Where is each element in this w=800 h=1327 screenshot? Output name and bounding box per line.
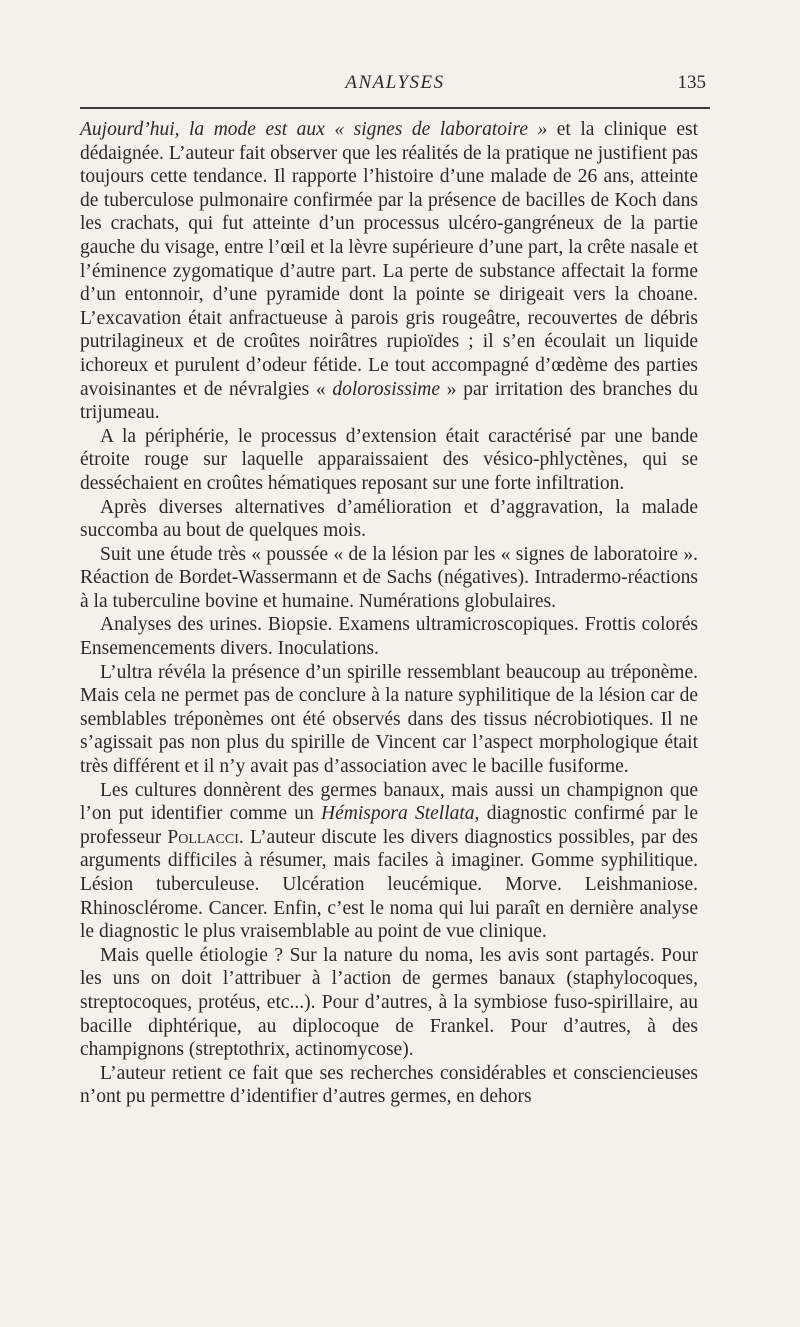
text-segment: Suit une étude très « poussée « de la lésion par les « signes de laboratoire ». Réaction de Bordet-Wassermann et de Sachs (négatives). Intradermo-réactions à la tuberculine bovine et humaine. Numérations globulaires. xyxy=(80,543,698,612)
text-segment: Les cultures donnèrent des germes banaux, mais aussi un champignon que l’on put identifier comme un xyxy=(80,779,698,825)
text-segment: Mais quelle étiologie ? Sur la nature du noma, les avis sont partagés. Pour les uns on doit l’attribuer à l’action de germes banaux (staphylocoques, streptocoques, protéus, etc...). Pour d’autres, à la symbiose fuso-spirillaire, au bacille diphtérique, au diplocoque de Frankel. Pour d’autres, à des champignons (streptothrix, actinomycose). xyxy=(80,944,698,1061)
body-text xyxy=(80,118,698,1109)
text-segment: L’auteur retient ce fait que ses recherches considérables et consciencieuses n’ont pu permettre d’identifier d’autres germes, en dehors xyxy=(80,1062,698,1108)
paragraph xyxy=(80,944,698,1062)
header-rule xyxy=(80,107,710,109)
text-segment: L’ultra révéla la présence d’un spirille ressemblant beaucoup au tréponème. Mais cela ne permet pas de conclure à la nature syphilitique de la lésion car de semblables tréponèmes ont été observés dans des tissus nécrobiotiques. Il ne s’agissait pas non plus du spirille de Vincent car l’aspect morphologique était très différent et il n’y avait pas d’association avec le bacille fusiforme. xyxy=(80,661,698,778)
text-segment: » par irritation des branches du trijumeau. xyxy=(80,378,699,424)
text-segment: et la clinique est dédaignée. L’auteur fait observer que les réalités de la pratique ne justifient pas toujours cette tendance. Il rapporte l’histoire d’une malade de 26 ans, atteinte de tuberculose pulmonaire confirmée par la présence de bacilles de Koch dans les crachats, qui fut atteinte d’un processus ulcéro-gangréneux de la partie gauche du visage, entre l’œil et la lèvre supérieure d’une part, la crête nasale et l’éminence zygomatique d’autre part. La perte de substance affectait la forme d’un entonnoir, d’une pyramide dont la pointe se dirigeait vers la choane. L’excavation était anfractueuse à parois gris rougeâtre, recouvertes de débris putrilagineux et de croûtes noirâtres rupioïdes ; il s’en écoulait un liquide ichoreux et purulent d’odeur fétide. Le tout accompagné d’œdème des parties avoisinantes et de névralgies « xyxy=(80,119,698,400)
text-segment: . L’auteur discute les divers diagnostics possibles, par des arguments difficiles à résumer, mais faciles à imaginer. Gomme syphilitique. Lésion tuberculeuse. Ulcération leucémique. Morve. Leishmaniose. Rhinosclérome. Cancer. Enfin, c’est le noma qui lui paraît en dernière analyse le diagnostic le plus vraisemblable au point de vue clinique. xyxy=(80,826,699,943)
paragraph xyxy=(80,779,698,944)
text-segment: Après diverses alternatives d’amélioration et d’aggravation, la malade succomba au bout de quelques mois. xyxy=(80,496,698,542)
running-head xyxy=(80,72,710,102)
text-segment: dolorosissime xyxy=(332,378,440,400)
text-segment: Analyses des urines. Biopsie. Examens ultramicroscopiques. Frottis colorés Ensemencements divers. Inoculations. xyxy=(80,614,698,660)
paragraph xyxy=(80,118,698,425)
text-segment: Hémispora Stellata xyxy=(321,803,475,825)
text-segment: A la périphérie, le processus d’extension était caractérisé par une bande étroite rouge sur laquelle apparaissaient des vésico-phlyctènes, qui se desséchaient en croûtes hématiques reposant sur une forte infiltration. xyxy=(80,425,698,494)
page-number: 135 xyxy=(677,72,706,93)
text-segment: Pollacci xyxy=(167,826,239,848)
paragraph xyxy=(80,543,698,614)
paragraph xyxy=(80,613,698,660)
paragraph xyxy=(80,425,698,496)
paragraph xyxy=(80,661,698,779)
running-title: ANALYSES xyxy=(345,72,445,93)
paragraph xyxy=(80,496,698,543)
text-segment: , diagnostic confirmé par le professeur xyxy=(80,803,698,848)
text-segment: Aujourd’hui, la mode est aux « signes de laboratoire » xyxy=(80,119,548,140)
paragraph xyxy=(80,1062,698,1109)
